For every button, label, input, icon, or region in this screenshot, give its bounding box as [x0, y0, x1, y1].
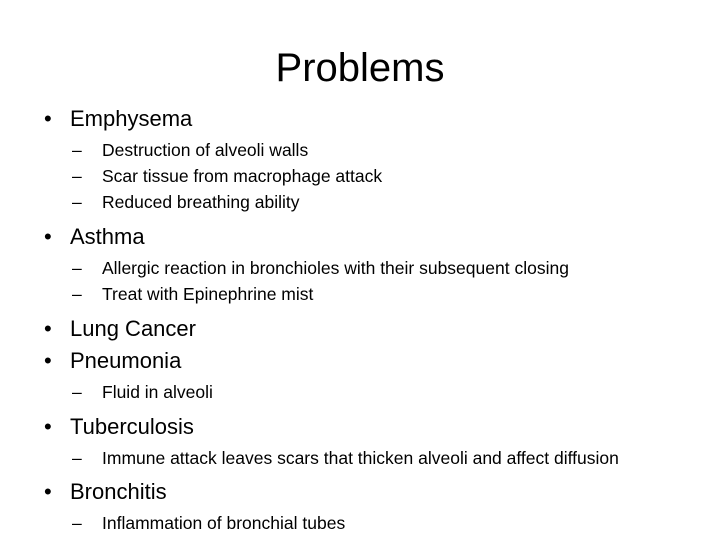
sub-bullet-list	[44, 255, 684, 307]
bullet-item	[44, 476, 684, 508]
dash-icon: –	[72, 140, 82, 160]
bullet-group-tuberculosis	[44, 411, 684, 470]
sub-bullet-item	[44, 510, 684, 536]
dash-icon: –	[72, 166, 82, 186]
bullet-dot-icon: •	[44, 479, 52, 504]
sub-bullet-list	[44, 137, 684, 215]
bullet-item	[44, 411, 684, 443]
sub-bullet-item	[44, 137, 684, 163]
dash-icon: –	[72, 513, 82, 533]
bullet-group-emphysema	[44, 103, 684, 215]
sub-bullet-item	[44, 189, 684, 215]
sub-bullet-label: Allergic reaction in bronchioles with their subsequent closing	[102, 258, 569, 278]
bullet-group-asthma	[44, 221, 684, 307]
sub-bullet-label: Fluid in alveoli	[102, 382, 213, 402]
bullet-label: Pneumonia	[70, 348, 182, 373]
sub-bullet-item	[44, 255, 684, 281]
bullet-label: Bronchitis	[70, 479, 167, 504]
bullet-item	[44, 103, 684, 135]
bullet-dot-icon: •	[44, 316, 52, 341]
dash-icon: –	[72, 448, 82, 468]
bullet-label: Asthma	[70, 224, 145, 249]
sub-bullet-list	[44, 379, 684, 405]
dash-icon: –	[72, 284, 82, 304]
bullet-dot-icon: •	[44, 224, 52, 249]
slide-title: Problems	[275, 46, 445, 90]
sub-bullet-label: Reduced breathing ability	[102, 192, 300, 212]
sub-bullet-item	[44, 445, 684, 470]
sub-bullet-label: Immune attack leaves scars that thicken alveoli and affect diffusion	[102, 448, 619, 468]
bullet-label: Lung Cancer	[70, 316, 196, 341]
bullet-label: Tuberculosis	[70, 414, 194, 439]
bullet-group-lung-cancer	[44, 313, 684, 345]
sub-bullet-label: Treat with Epinephrine mist	[102, 284, 314, 304]
bullet-group-pneumonia	[44, 345, 684, 405]
bullet-group-bronchitis	[44, 476, 684, 536]
bullet-item	[44, 345, 684, 377]
bullet-item	[44, 221, 684, 253]
sub-bullet-list	[44, 445, 684, 470]
sub-bullet-label: Scar tissue from macrophage attack	[102, 166, 383, 186]
bullet-dot-icon: •	[44, 106, 52, 131]
dash-icon: –	[72, 258, 82, 278]
bullet-item	[44, 313, 684, 345]
sub-bullet-list	[44, 510, 684, 536]
sub-bullet-label: Destruction of alveoli walls	[102, 140, 309, 160]
dash-icon: –	[72, 382, 82, 402]
bullet-label: Emphysema	[70, 106, 193, 131]
bullet-dot-icon: •	[44, 348, 52, 373]
sub-bullet-item	[44, 163, 684, 189]
bullet-list	[44, 103, 684, 536]
sub-bullet-label: Inflammation of bronchial tubes	[102, 513, 346, 533]
bullet-dot-icon: •	[44, 414, 52, 439]
sub-bullet-item	[44, 281, 684, 307]
sub-bullet-item	[44, 379, 684, 405]
dash-icon: –	[72, 192, 82, 212]
